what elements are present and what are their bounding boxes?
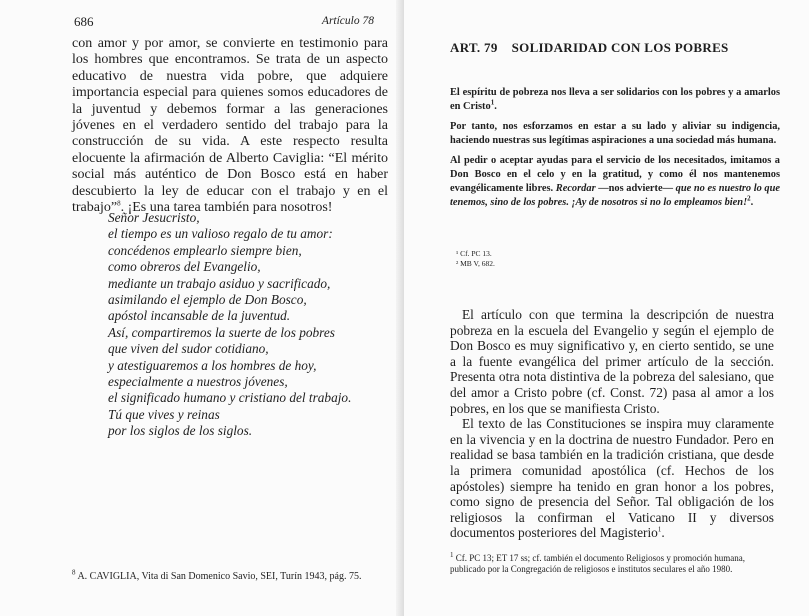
page-number: 686 [74, 14, 94, 29]
footnote-ref: 2 [747, 194, 751, 203]
right-footnote [450, 553, 780, 574]
commentary-p2: El texto de las Constituciones se inspira muy claramente en la vivencia y en la doctrina de nuestro Fundador. Pero en realidad se basa también en la tradición cristiana, que desde la primera comunidad apostólica (cf. Hechos de los apóstoles) siempre ha tenido en gran honor a los pobres, como signo de presencia del Señor. Tal obligación de los religiosos la confirman el Vaticano II y diversos documentos posteriores del Magisterio [450, 416, 774, 541]
footnote-text: A. CAVIGLIA, Vita di San Domenico Savio, SEI, Turín 1943, pág. 75. [77, 571, 362, 582]
prayer-line: y atestiguaremos a los hombres de hoy, [108, 357, 317, 373]
prayer-line: el significado humano y cristiano del trabajo. [108, 390, 352, 406]
prayer-line: concédenos emplearlo siempre bien, [108, 242, 302, 258]
footnote-ref: 1 [490, 98, 495, 107]
reference-list [456, 249, 495, 268]
end-period: . [661, 525, 665, 541]
dash-text: —nos advierte— [595, 183, 676, 194]
article-heading [450, 40, 729, 56]
constitution-paragraph: El espíritu de pobreza nos lleva a ser solidarios con los pobres y a amarlos en Cristo$^1$. [450, 87, 780, 112]
right-page [404, 0, 809, 616]
prayer [108, 210, 351, 440]
paragraph-end: . ¡Es una tarea también para nosotros! [120, 200, 333, 216]
prayer-line: Tú que vives y reinas [108, 406, 220, 422]
commentary-paragraph [450, 416, 774, 541]
constitution-p3: Al pedir o aceptar ayudas para el servicio de los necesitados, imitamos a Don Bosco en el celo y en la gratitud, y como él nos mantenemos evangélicamente libres. [450, 155, 780, 194]
constitution-p1: El espíritu de pobreza nos lleva a ser solidarios con los pobres y a amarlos en Cristo [450, 87, 780, 112]
prayer-line: por los siglos de los siglos. [108, 423, 253, 439]
paragraph-text: con amor y por amor, se convierte en testimonio para los hombres que encontramos. Se trata de un aspecto educativo de nuestra vida pobre, que adquiere importancia especial para quienes somos educadores de la juventud y debemos formar a las generaciones jóvenes en el verdadero sentido del trabajo para la construcción de su vida. A este respecto resulta elocuente la afirmación de Alberto Caviglia: “El mérito social más auténtico de Don Bosco está en haber descubierto la ley de educar con el trabajo y en el trabajo” [72, 36, 388, 216]
quote-text: que no es nuestro lo que tenemos, sino de los pobres. ¡Ay de nosotros si no lo empleamos bien! [450, 183, 780, 208]
prayer-line: como obreros del Evangelio, [108, 259, 261, 275]
reference-item: ² MB V, 682. [456, 258, 495, 268]
left-paragraph [72, 36, 388, 216]
footnote-ref: 1 [657, 525, 662, 534]
left-body-text [72, 36, 388, 216]
footnote-ref: 8 [117, 199, 121, 208]
article-number: ART. 79 [450, 40, 498, 55]
footnote-text: Cf. PC 13; ET 17 ss; cf. también el documento Religiosos y promoción humana, publicado por la Congregación de religiosos e institutos seculares el año 1980. [450, 553, 746, 574]
prayer-line: Señor Jesucristo, [108, 210, 200, 225]
prayer-line: mediante un trabajo asiduo y sacrificado, [108, 275, 331, 291]
commentary-paragraph: El artículo con que termina la descripción de nuestra pobreza en la escuela del Evangelio y según el ejemplo de Don Bosco es muy significativo y, en cierto sentido, se une a la fuente evangélica del primer artículo de la sección. Presenta otra nota distintiva de la pobreza del salesiano, que del amor a Cristo pobre (cf. Const. 72) pasa al amor a los pobres, en los que se manifiesta Cristo. [450, 307, 774, 416]
left-page [0, 0, 404, 616]
prayer-line: el tiempo es un valioso regalo de tu amor: [108, 226, 333, 242]
constitution-paragraph: Por tanto, nos esforzamos en estar a su lado y aliviar su indigencia, haciendo nuestras sus legítimas aspiraciones a una sociedad más humana. [450, 121, 780, 146]
recordar-word: Recordar [555, 183, 596, 194]
running-head: Artículo 78 [321, 15, 374, 27]
footnote-mark: 8 [72, 568, 76, 577]
reference-item: ¹ Cf. PC 13. [456, 249, 492, 258]
footnote-mark: 1 [450, 551, 454, 559]
commentary-text [450, 307, 774, 541]
end-period: . [750, 197, 754, 208]
constitution-paragraph [450, 154, 780, 210]
article-title: SOLIDARIDAD CON LOS POBRES [511, 40, 729, 55]
prayer-line: especialmente a nuestros jóvenes, [108, 374, 288, 390]
left-footnote [72, 568, 362, 582]
prayer-line: asimilando el ejemplo de Don Bosco, [108, 292, 307, 308]
prayer-line: apóstol incansable de la juventud. [108, 308, 291, 324]
constitution-text [450, 86, 780, 216]
prayer-line: Así, compartiremos la suerte de los pobres [108, 324, 335, 340]
prayer-line: que viven del sudor cotidiano, [108, 341, 269, 357]
